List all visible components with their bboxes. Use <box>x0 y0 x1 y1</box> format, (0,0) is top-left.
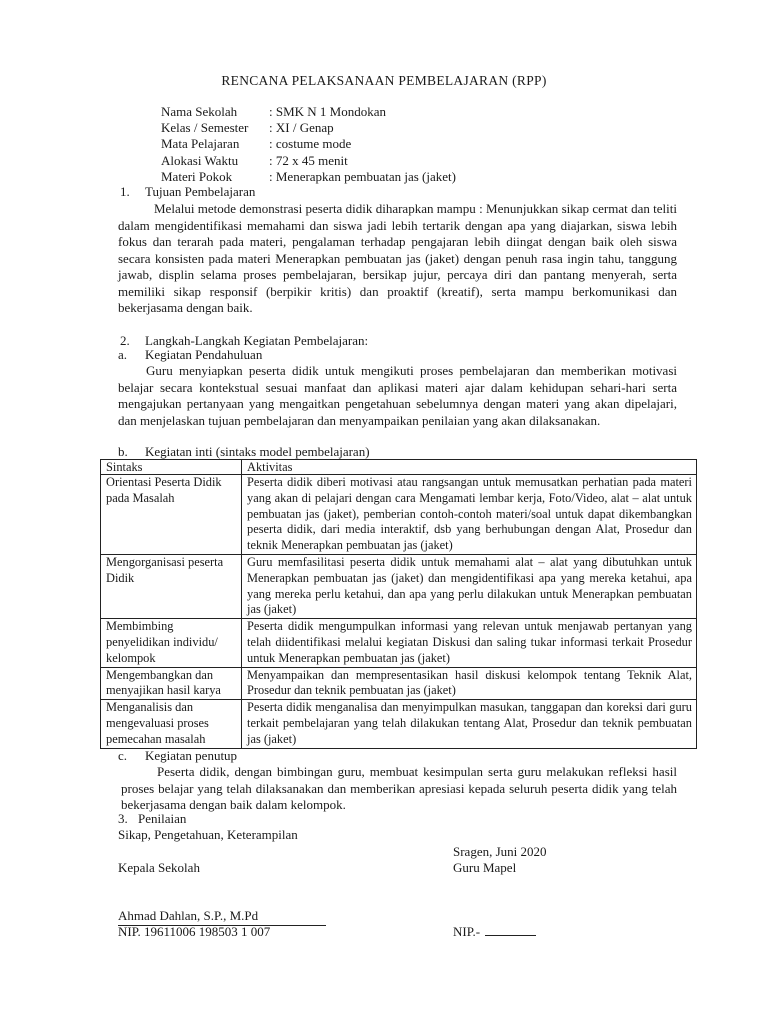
identity-row <box>161 169 456 185</box>
principal-nip: NIP. 19611006 198503 1 007 <box>118 924 271 939</box>
section-2a-text: Guru menyiapkan peserta didik untuk mengikuti proses pembelajaran dan memberikan motivasi belajar secara kontekstual sesuai manfaat dan aplikasi materi ajar dalam kehidupan sehari-hari serta mengajukan pertanyaan yang mengaitkan pengetahuan sebelumnya dengan materi yang akan dipelajari, dan menjelaskan tujuan pembelajaran dan menyampaikan penilaian yang akan dilaksanakan. <box>118 363 677 428</box>
section-1-text: Melalui metode demonstrasi peserta didik diharapkan mampu : Menunjukkan sikap cermat dan teliti dalam mengidentifikasi memahami dan siswa jadi lebih tertarik dengan apa yang diajarkan, siswa lebih fokus dan terarah pada materi, pengalaman terhadap pengajaran lebih diingat dengan baik oleh siswa secara konsisten pada materi Menerapkan pembuatan jas (jaket) dengan penuh rasa ingin tahu, tanggung jawab, displin selama proses pembelajaran, bersikap jujur, percaya diri dan pantang menyerah, serta memiliki sikap responsif (berpikir kritis) dan proaktif (kreatif), serta mampu berkomunikasi dan bekerjasama dengan baik. <box>118 201 677 315</box>
section-2a-title: Kegiatan Pendahuluan <box>145 347 263 362</box>
assessment-text: Sikap, Pengetahuan, Keterampilan <box>118 827 298 842</box>
identity-block <box>161 104 456 185</box>
table-row <box>101 554 697 618</box>
identity-value: : SMK N 1 Mondokan <box>269 104 387 119</box>
section-2c-title: Kegiatan penutup <box>145 748 238 763</box>
table-row <box>101 700 697 748</box>
cell-sintaks: Membimbing penyelidikan individu/ kelompok <box>101 619 242 667</box>
place-date: Sragen, Juni 2020 <box>453 844 547 859</box>
teacher-nip-blank-line <box>485 935 536 936</box>
teacher-nip: NIP.- <box>453 924 481 939</box>
cell-sintaks: Mengorganisasi peserta Didik <box>101 554 242 618</box>
teacher-role: Guru Mapel <box>453 860 517 875</box>
principal-name: Ahmad Dahlan, S.P., M.Pd <box>118 908 326 926</box>
section-2c-text: Peserta didik, dengan bimbingan guru, membuat kesimpulan serta guru melakukan refleksi hasil proses belajar yang telah dilaksanakan dan memberikan apresiasi kepada seluruh peserta didik yang telah bekerjasama dengan baik dalam kelompok. <box>121 764 677 812</box>
cell-sintaks: Orientasi Peserta Didik pada Masalah <box>101 475 242 555</box>
cell-aktivitas: Peserta didik menganalisa dan menyimpulkan masukan, tanggapan dan koreksi dari guru terkait pembelajaran yang telah dilakukan tentang Alat, Prosedur dan teknik pembuatan jas (jaket) <box>242 700 697 748</box>
cell-aktivitas: Menyampaikan dan mempresentasikan hasil diskusi kelompok tentang Teknik Alat, Prosedur dan teknik pembuatan jas (jaket) <box>242 667 697 700</box>
identity-value: : Menerapkan pembuatan jas (jaket) <box>269 168 456 184</box>
cell-sintaks: Menganalisis dan mengevaluasi proses pemecahan masalah <box>101 700 242 748</box>
section-2a-letter: a. <box>118 347 128 362</box>
cell-aktivitas: Guru memfasilitasi peserta didik untuk memahami alat – alat yang dibutuhkan untuk Menerapkan pembuatan jas (jaket) dan mengidentifikasi apa yang mereka ketahui, apa yang mereka perlu ketahui, dan apa yang perlu dilakukan untuk Menerapkan pembuatan jas (jaket) <box>242 554 697 618</box>
section-2-number: 2. <box>120 333 130 348</box>
identity-label: Mata Pelajaran <box>161 136 240 152</box>
identity-label: Alokasi Waktu <box>161 152 239 168</box>
identity-row <box>161 153 456 169</box>
cell-aktivitas: Peserta didik diberi motivasi atau rangsangan untuk memusatkan perhatian pada materi yang akan di pelajari dengan cara Mengamati lembar kerja, Foto/Video, alat – alat untuk pembuatan jas (jaket), pemberian contoh-contoh materi/soal untuk dapat dikembangkan peserta didik, dari media interaktif, dsb yang berhubungan dengan Alat, Prosedur dan teknik Menerapkan pembuatan jas (jaket) <box>242 475 697 555</box>
table-header-row <box>101 460 697 475</box>
section-3-title: Penilaian <box>138 811 187 826</box>
section-3-number: 3. <box>118 811 128 826</box>
identity-row <box>161 136 456 152</box>
identity-value: : costume mode <box>269 136 352 152</box>
section-2b-letter: b. <box>118 444 128 459</box>
table-row <box>101 619 697 667</box>
activities-table <box>100 459 697 749</box>
identity-row <box>161 120 456 136</box>
identity-label: Materi Pokok <box>161 168 233 184</box>
section-2-title: Langkah-Langkah Kegiatan Pembelajaran: <box>145 333 369 348</box>
identity-row <box>161 104 456 120</box>
header-sintaks: Sintaks <box>101 460 242 475</box>
section-1-number: 1. <box>120 184 130 199</box>
section-2b-title: Kegiatan inti (sintaks model pembelajaran) <box>145 444 370 459</box>
header-aktivitas: Aktivitas <box>242 460 697 475</box>
identity-value: : XI / Genap <box>269 120 334 136</box>
cell-aktivitas: Peserta didik mengumpulkan informasi yang relevan untuk menjawab pertanyan yang telah diidentifikasi melalui kegiatan Diskusi dan saling tukar informasi terkait Prosedur untuk Menerapkan pembuatan jas (jaket) <box>242 619 697 667</box>
principal-role: Kepala Sekolah <box>118 860 200 875</box>
table-row <box>101 475 697 555</box>
identity-label: Nama Sekolah <box>161 104 238 119</box>
cell-sintaks: Mengembangkan dan menyajikan hasil karya <box>101 667 242 700</box>
document-title: RENCANA PELAKSANAAN PEMBELAJARAN (RPP) <box>221 73 547 88</box>
identity-label: Kelas / Semester <box>161 120 249 136</box>
section-1-title: Tujuan Pembelajaran <box>145 184 256 199</box>
table-row <box>101 667 697 700</box>
identity-value: : 72 x 45 menit <box>269 152 348 168</box>
section-2c-letter: c. <box>118 748 128 763</box>
